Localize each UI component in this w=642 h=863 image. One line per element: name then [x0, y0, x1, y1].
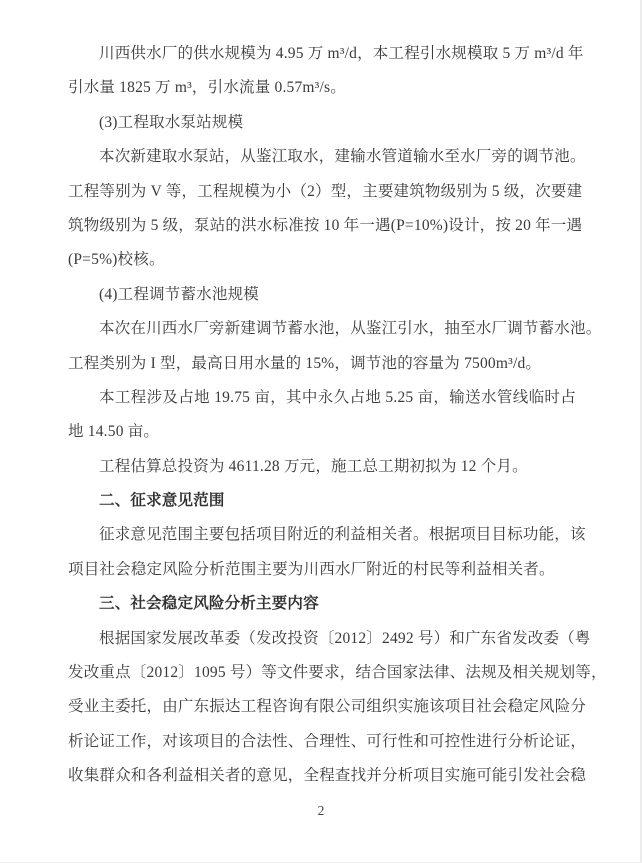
page-number: 2 [317, 803, 325, 818]
text-line: 项目社会稳定风险分析范围主要为川西水厂附近的村民等利益相关者。 [68, 560, 555, 578]
text-line: (P=5%)校核。 [68, 251, 165, 269]
text-line: 工程等别为 V 等，工程规模为小（2）型，主要建筑物级别为 5 级，次要建 [68, 182, 583, 200]
text-line: 受业主委托，由广东振达工程咨询有限公司组织实施该项目社会稳定风险分 [68, 698, 587, 716]
text-line: 本次在川西水厂旁新建调节蓄水池，从鉴江引水，抽至水厂调节蓄水池。 [99, 320, 602, 338]
document-content [68, 37, 607, 794]
text-line: 征求意见范围主要包括项目附近的利益相关者。根据项目目标功能，该 [99, 526, 586, 544]
text-line: 工程类别为 I 型，最高日用水量的 15%，调节池的容量为 7500m³/d。 [68, 354, 542, 372]
text-line: (3)工程取水泵站规模 [99, 113, 244, 131]
text-line: 本次新建取水泵站，从鉴江取水，建输水管道输水至水厂旁的调节池。 [99, 148, 586, 166]
text-line: 收集群众和各利益相关者的意见，全程查找并分析项目实施可能引发社会稳 [68, 767, 587, 785]
section-heading: 三、社会稳定风险分析主要内容 [99, 595, 319, 613]
text-line: 川西供水厂的供水规模为 4.95 万 m³/d，本工程引水规模取 5 万 m³/d 年 [99, 45, 584, 62]
text-line: (4)工程调节蓄水池规模 [99, 285, 259, 303]
text-line: 发改重点〔2012〕1095 号）等文件要求，结合国家法律、法规及相关规划等， [68, 664, 607, 682]
section-heading: 二、征求意见范围 [99, 492, 225, 510]
text-line: 工程估算总投资为 4611.28 万元，施工总工期初拟为 12 个月。 [99, 457, 528, 475]
text-line: 筑物级别为 5 级，泵站的洪水标准按 10 年一遇(P=10%)设计，按 20 年一遇 [68, 216, 583, 234]
text-line: 根据国家发展改革委（发改投资〔2012〕2492 号）和广东省发改委（粤 [99, 629, 591, 647]
text-line: 析论证工作，对该项目的合法性、合理性、可行性和可控性进行分析论证， [68, 732, 587, 750]
text-line: 本工程涉及占地 19.75 亩，其中永久占地 5.25 亩，输送水管线临时占 [99, 388, 576, 406]
text-line: 引水量 1825 万 m³，引水流量 0.57m³/s。 [68, 79, 346, 97]
text-line: 地 14.50 亩。 [68, 423, 160, 441]
